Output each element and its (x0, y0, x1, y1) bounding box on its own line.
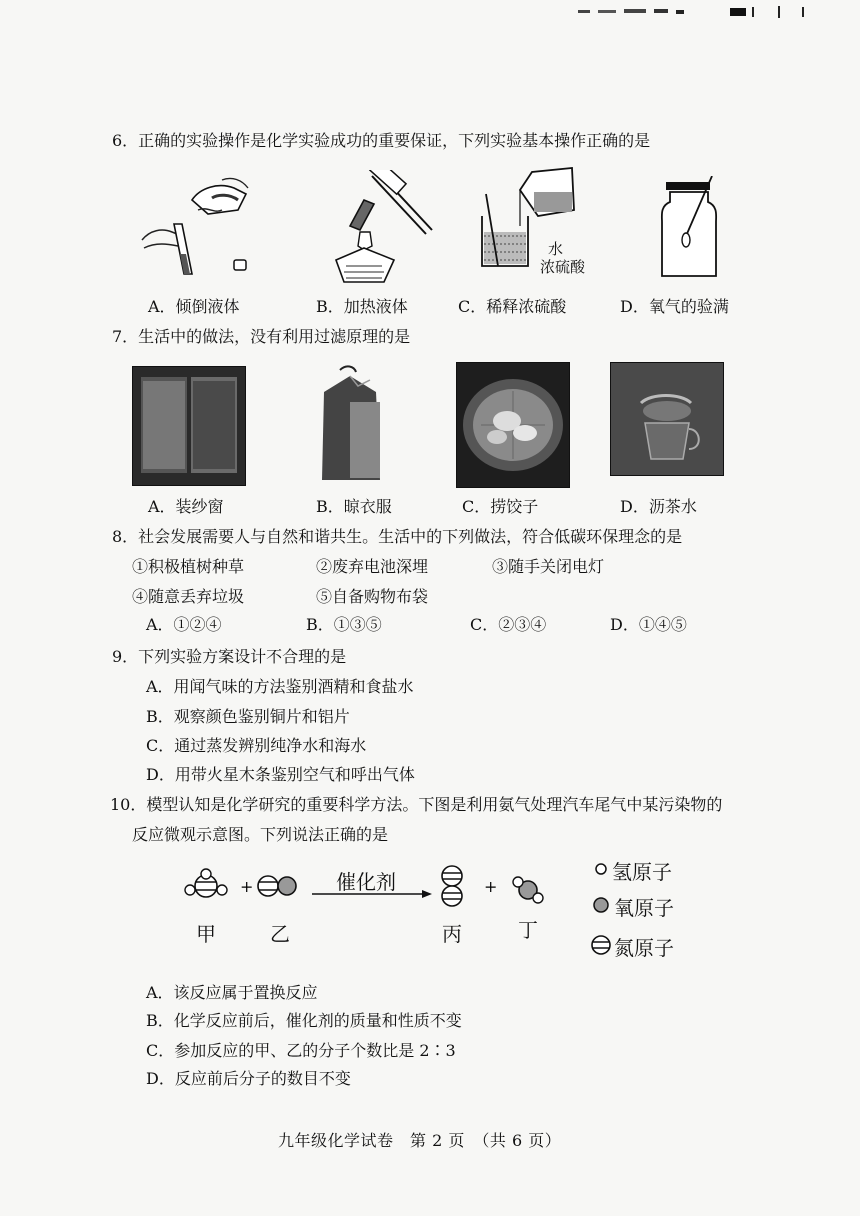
q7-option-c: C．捞饺子 (462, 497, 539, 516)
molecule-bing-nitrogen (442, 866, 462, 906)
molecule-ding-water (513, 877, 543, 903)
label-ding: 丁 (518, 918, 538, 942)
legend-hydrogen-icon (594, 862, 608, 876)
q6-stem: 6．正确的实验操作是化学实验成功的重要保证，下列实验基本操作正确的是 (112, 131, 651, 150)
molecule-jia-ammonia (185, 869, 227, 897)
q8-item-2: ②废弃电池深埋 (316, 557, 429, 576)
q7-photo-window-screen (132, 366, 246, 486)
catalyst-label: 催化剂 (336, 870, 396, 894)
q8-item-1: ①积极植树种草 (132, 557, 245, 576)
legend-nitrogen-icon (590, 934, 612, 956)
q8-option-d: D．①④⑤ (610, 615, 687, 634)
scan-artifact (578, 8, 688, 16)
q9-option-b: B．观察颜色鉴别铜片和铝片 (146, 707, 350, 726)
q6-figure-a-pouring (138, 170, 258, 280)
q10-option-a: A．该反应属于置换反应 (146, 983, 318, 1002)
q8-option-a: A．①②④ (146, 615, 222, 634)
page-footer: 九年级化学试卷 第 2 页 （共 6 页） (278, 1131, 562, 1150)
q6-figure-b-heating (330, 170, 440, 285)
q8-item-4: ④随意丢弃垃圾 (132, 587, 245, 606)
q6-label-acid: 浓硫酸 (540, 258, 586, 276)
q10-option-d: D．反应前后分子的数目不变 (146, 1069, 351, 1088)
q6-figure-d-oxygen-test (656, 176, 726, 282)
scan-artifact-bars (730, 6, 810, 18)
q9-option-c: C．通过蒸发辨别纯净水和海水 (146, 736, 367, 755)
q6-label-water: 水 (548, 240, 564, 258)
legend-nitrogen: 氮原子 (614, 936, 674, 960)
plus-sign-2: + (484, 877, 498, 896)
molecule-yi-no (258, 876, 296, 896)
q10-option-c: C．参加反应的甲、乙的分子个数比是 2∶3 (146, 1041, 456, 1060)
q8-option-b: B．①③⑤ (306, 615, 382, 634)
q8-stem: 8．社会发展需要人与自然和谐共生。生活中的下列做法，符合低碳环保理念的是 (112, 527, 683, 546)
label-jia: 甲 (196, 922, 216, 946)
q10-stem-line2: 反应微观示意图。下列说法正确的是 (132, 825, 389, 844)
q9-stem: 9．下列实验方案设计不合理的是 (112, 647, 347, 666)
q6-option-c: C．稀释浓硫酸 (458, 297, 567, 316)
q7-option-d: D．沥茶水 (620, 497, 697, 516)
q7-photo-dumplings (456, 362, 570, 488)
q9-option-a: A．用闻气味的方法鉴别酒精和食盐水 (146, 677, 414, 696)
q7-option-b: B．晾衣服 (316, 497, 392, 516)
legend-hydrogen: 氢原子 (612, 860, 672, 884)
q7-stem: 7．生活中的做法，没有利用过滤原理的是 (112, 327, 411, 346)
q8-item-3: ③随手关闭电灯 (492, 557, 605, 576)
q8-item-5: ⑤自备购物布袋 (316, 587, 429, 606)
label-bing: 丙 (442, 922, 462, 946)
q7-option-a: A．装纱窗 (148, 497, 224, 516)
q10-stem-line1: 10．模型认知是化学研究的重要科学方法。下图是利用氨气处理汽车尾气中某污染物的 (110, 795, 723, 814)
legend-oxygen-icon (592, 896, 610, 914)
plus-sign-1: + (240, 877, 254, 896)
q8-option-c: C．②③④ (470, 615, 547, 634)
q6-option-d: D．氧气的验满 (620, 297, 729, 316)
q7-photo-tea-strainer (610, 362, 724, 476)
label-yi: 乙 (270, 922, 290, 946)
q6-option-a: A．倾倒液体 (148, 297, 240, 316)
legend-oxygen: 氧原子 (614, 896, 674, 920)
q10-option-b: B．化学反应前后，催化剂的质量和性质不变 (146, 1011, 462, 1030)
q6-option-b: B．加热液体 (316, 297, 408, 316)
q7-photo-hanging-clothes (310, 362, 396, 486)
q9-option-d: D．用带火星木条鉴别空气和呼出气体 (146, 765, 415, 784)
